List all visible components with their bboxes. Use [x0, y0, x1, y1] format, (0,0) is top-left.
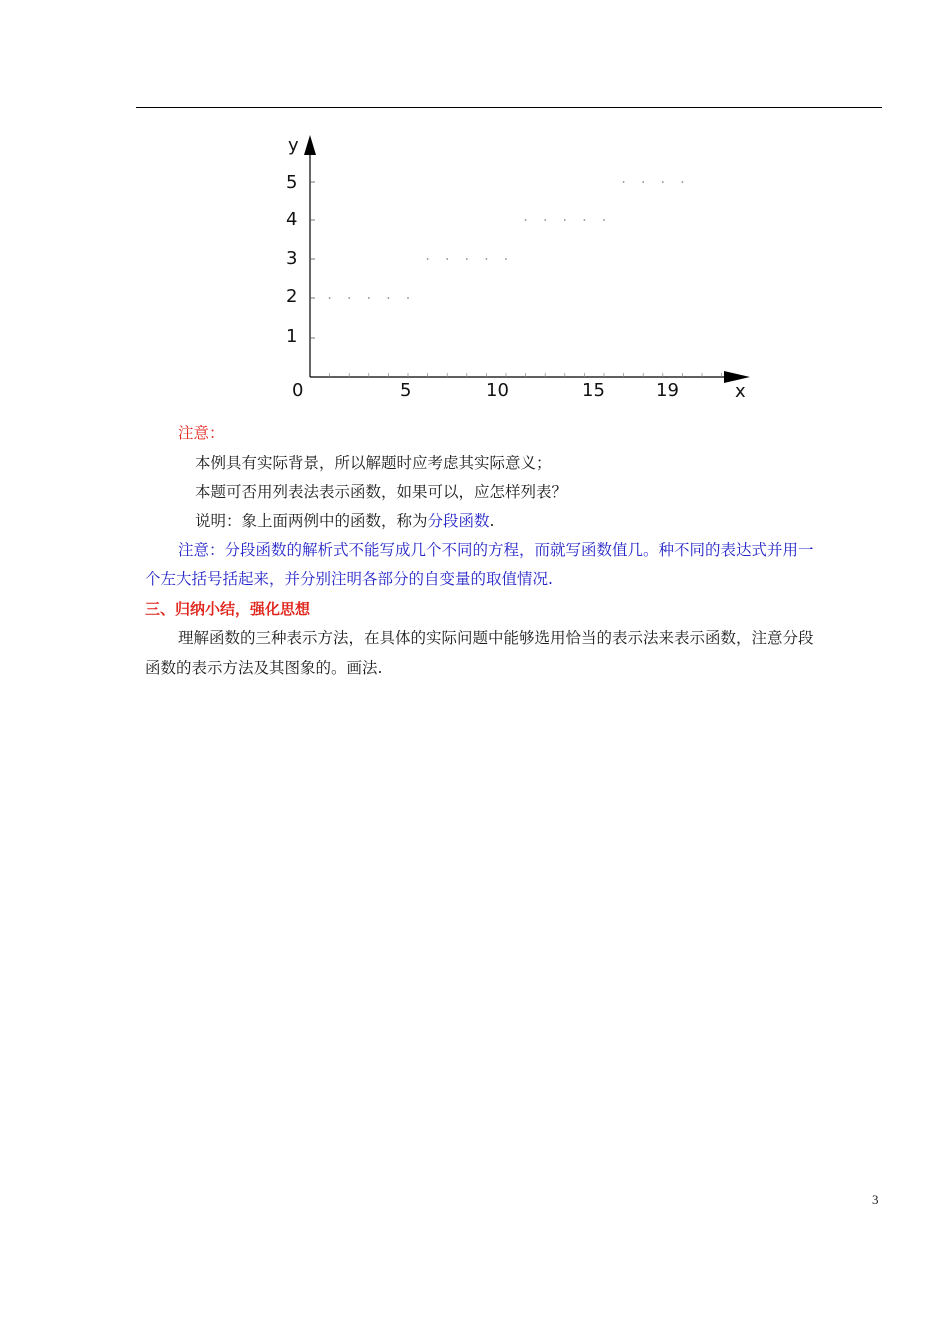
y-tick-label-5: 5: [286, 172, 298, 193]
note-line-3: [145, 506, 930, 536]
step-function-graph: [270, 125, 770, 410]
data-point: [466, 258, 468, 260]
data-point: [348, 297, 350, 299]
data-point: [564, 219, 566, 221]
x-tick-label-10: 10: [486, 380, 509, 401]
data-point: [505, 258, 507, 260]
piecewise-function-term: 分段函数: [427, 512, 490, 530]
data-point: [368, 297, 370, 299]
page-number: 3: [872, 1192, 879, 1207]
summary-line-2: 函数的表示方法及其图象的。画法.: [145, 659, 383, 677]
note-line-1: 本例具有实际背景，所以解题时应考虑其实际意义；: [195, 454, 552, 472]
note-label: 注意：: [178, 424, 225, 442]
data-point: [642, 181, 644, 183]
data-point: [682, 181, 684, 183]
x-tick-label-19: 19: [656, 380, 679, 401]
y-tick-label-2: 2: [286, 286, 298, 307]
data-point: [407, 297, 409, 299]
blue-note-line-1: 注意：分段函数的解析式不能写成几个不同的方程，而就写函数值几。种不同的表达式并用一: [178, 541, 814, 559]
y-tick-marks: [310, 182, 315, 338]
x-tick-label-15: 15: [582, 380, 605, 401]
section-heading: 三、归纳小结，强化思想: [145, 600, 311, 618]
data-point: [446, 258, 448, 260]
data-points: [329, 181, 684, 299]
note-line-3-suffix: .: [489, 512, 495, 530]
summary-line-1: 理解函数的三种表示方法，在具体的实际问题中能够选用恰当的表示法来表示函数，注意分段: [178, 629, 814, 647]
y-axis-arrow: [304, 135, 316, 155]
y-tick-label-4: 4: [286, 209, 298, 230]
header-rule: [136, 107, 882, 108]
data-point: [544, 219, 546, 221]
data-point: [388, 297, 390, 299]
data-point: [623, 181, 625, 183]
y-tick-label-3: 3: [286, 248, 298, 269]
data-point: [486, 258, 488, 260]
note-line-3-prefix: 说明：象上面两例中的函数，称为: [195, 512, 428, 530]
y-tick-label-1: 1: [286, 326, 298, 347]
origin-label: 0: [292, 380, 304, 401]
note-line-2: 本题可否用列表法表示函数，如果可以，应怎样列表？: [195, 483, 568, 501]
blue-note-line-2: 个左大括号括起来，并分别注明各部分的自变量的取值情况.: [145, 570, 553, 588]
graph-svg: [270, 125, 770, 410]
data-point: [427, 258, 429, 260]
data-point: [662, 181, 664, 183]
data-point: [329, 297, 331, 299]
x-tick-marks: [330, 373, 722, 377]
x-axis-label: x: [735, 381, 746, 402]
x-tick-label-5: 5: [400, 380, 412, 401]
data-point: [584, 219, 586, 221]
data-point: [525, 219, 527, 221]
data-point: [603, 219, 605, 221]
y-axis-label: y: [288, 135, 299, 156]
